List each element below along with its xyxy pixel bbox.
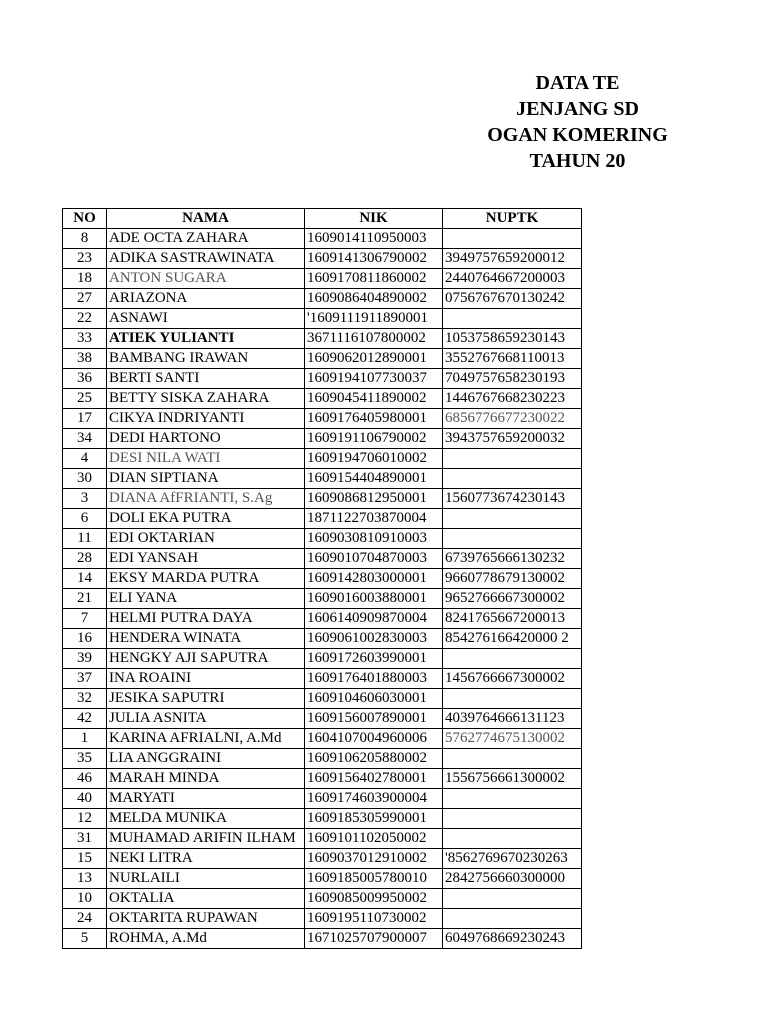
- cell-nik: 1609185005780010: [305, 869, 443, 889]
- cell-nik: 1609045411890002: [305, 389, 443, 409]
- cell-no: 42: [63, 709, 107, 729]
- cell-no: 17: [63, 409, 107, 429]
- cell-nama: BERTI SANTI: [107, 369, 305, 389]
- cell-nik: 1609142803000001: [305, 569, 443, 589]
- table-row: [63, 769, 582, 789]
- document-title: [380, 70, 775, 174]
- cell-no: 16: [63, 629, 107, 649]
- title-line-1: DATA TE: [535, 72, 620, 94]
- cell-no: 31: [63, 829, 107, 849]
- table-row: [63, 469, 582, 489]
- cell-no: 5: [63, 929, 107, 949]
- table-row: [63, 269, 582, 289]
- table-row: [63, 929, 582, 949]
- cell-nuptk: 9652766667300002: [443, 589, 582, 609]
- table-row: [63, 549, 582, 569]
- cell-no: 30: [63, 469, 107, 489]
- cell-nik: 1609172603990001: [305, 649, 443, 669]
- cell-no: 34: [63, 429, 107, 449]
- cell-nama: MUHAMAD ARIFIN ILHAM: [107, 829, 305, 849]
- cell-nama: ELI YANA: [107, 589, 305, 609]
- cell-nuptk: 1446767668230223: [443, 389, 582, 409]
- table-row: [63, 289, 582, 309]
- cell-nama: HELMI PUTRA DAYA: [107, 609, 305, 629]
- cell-nik: 1609176405980001: [305, 409, 443, 429]
- table-row: [63, 409, 582, 429]
- cell-no: 4: [63, 449, 107, 469]
- table-row: [63, 449, 582, 469]
- table-row: [63, 869, 582, 889]
- cell-no: 8: [63, 229, 107, 249]
- cell-no: 24: [63, 909, 107, 929]
- cell-no: 36: [63, 369, 107, 389]
- cell-nama: KARINA AFRIALNI, A.Md: [107, 729, 305, 749]
- cell-nama: DIANA AfFRIANTI, S.Ag: [107, 489, 305, 509]
- cell-no: 33: [63, 329, 107, 349]
- cell-no: 12: [63, 809, 107, 829]
- table-row: [63, 689, 582, 709]
- cell-nuptk: 2842756660300000: [443, 869, 582, 889]
- cell-nik: 1609085009950002: [305, 889, 443, 909]
- cell-nik: 1609010704870003: [305, 549, 443, 569]
- header-nuptk: NUPTK: [443, 209, 582, 229]
- table-body: [63, 229, 582, 949]
- table-row: [63, 249, 582, 269]
- table-row: [63, 329, 582, 349]
- table-row: [63, 389, 582, 409]
- cell-nik: 1609062012890001: [305, 349, 443, 369]
- cell-nuptk: [443, 469, 582, 489]
- cell-nama: BAMBANG IRAWAN: [107, 349, 305, 369]
- cell-nik: 1609104606030001: [305, 689, 443, 709]
- title-line-2: JENJANG SD: [516, 98, 639, 120]
- table-row: [63, 309, 582, 329]
- cell-nik: 1609156402780001: [305, 769, 443, 789]
- cell-nama: MELDA MUNIKA: [107, 809, 305, 829]
- cell-nuptk: '8562769670230263: [443, 849, 582, 869]
- table-row: [63, 789, 582, 809]
- cell-nik: 1871122703870004: [305, 509, 443, 529]
- cell-nik: 1609101102050002: [305, 829, 443, 849]
- cell-nik: 1671025707900007: [305, 929, 443, 949]
- cell-nik: 1609194706010002: [305, 449, 443, 469]
- cell-nik: 1609141306790002: [305, 249, 443, 269]
- cell-nik: 1609194107730037: [305, 369, 443, 389]
- cell-nuptk: 9660778679130002: [443, 569, 582, 589]
- cell-no: 6: [63, 509, 107, 529]
- cell-nuptk: 1456766667300002: [443, 669, 582, 689]
- cell-no: 46: [63, 769, 107, 789]
- cell-nama: DIAN SIPTIANA: [107, 469, 305, 489]
- cell-nuptk: 6856776677230022: [443, 409, 582, 429]
- title-line-4: TAHUN 20: [529, 150, 626, 172]
- cell-nik: 1609086812950001: [305, 489, 443, 509]
- table-row: [63, 889, 582, 909]
- table-row: [63, 569, 582, 589]
- cell-no: 14: [63, 569, 107, 589]
- cell-nuptk: 0756767670130242: [443, 289, 582, 309]
- cell-nuptk: 4039764666131123: [443, 709, 582, 729]
- cell-nik: '1609111911890001: [305, 309, 443, 329]
- cell-nama: ASNAWI: [107, 309, 305, 329]
- cell-no: 38: [63, 349, 107, 369]
- cell-nama: OKTARITA RUPAWAN: [107, 909, 305, 929]
- table-row: [63, 909, 582, 929]
- cell-no: 23: [63, 249, 107, 269]
- cell-nik: 1609106205880002: [305, 749, 443, 769]
- title-line-3: OGAN KOMERING: [487, 124, 668, 146]
- table-row: [63, 229, 582, 249]
- cell-nama: ATIEK YULIANTI: [107, 329, 305, 349]
- table-row: [63, 849, 582, 869]
- header-nik: NIK: [305, 209, 443, 229]
- table-row: [63, 809, 582, 829]
- cell-nuptk: [443, 229, 582, 249]
- table-row: [63, 629, 582, 649]
- table-row: [63, 589, 582, 609]
- table-row: [63, 649, 582, 669]
- cell-nama: ADIKA SASTRAWINATA: [107, 249, 305, 269]
- cell-nuptk: 3943757659200032: [443, 429, 582, 449]
- cell-nama: HENDERA WINATA: [107, 629, 305, 649]
- cell-nik: 1609154404890001: [305, 469, 443, 489]
- cell-nuptk: 6739765666130232: [443, 549, 582, 569]
- cell-no: 28: [63, 549, 107, 569]
- cell-nuptk: 8241765667200013: [443, 609, 582, 629]
- cell-nik: 1609030810910003: [305, 529, 443, 549]
- cell-no: 40: [63, 789, 107, 809]
- table-row: [63, 429, 582, 449]
- cell-nuptk: 854276166420000 2: [443, 629, 582, 649]
- cell-nuptk: [443, 529, 582, 549]
- cell-no: 11: [63, 529, 107, 549]
- table-row: [63, 749, 582, 769]
- table-row: [63, 509, 582, 529]
- cell-no: 22: [63, 309, 107, 329]
- cell-nama: ANTON SUGARA: [107, 269, 305, 289]
- cell-no: 32: [63, 689, 107, 709]
- cell-nik: 1609195110730002: [305, 909, 443, 929]
- cell-no: 10: [63, 889, 107, 909]
- cell-nik: 1609156007890001: [305, 709, 443, 729]
- table-row: [63, 829, 582, 849]
- cell-nuptk: 5762774675130002: [443, 729, 582, 749]
- cell-nuptk: 2440764667200003: [443, 269, 582, 289]
- cell-nuptk: [443, 789, 582, 809]
- cell-no: 21: [63, 589, 107, 609]
- cell-no: 27: [63, 289, 107, 309]
- cell-no: 3: [63, 489, 107, 509]
- cell-nik: 1606140909870004: [305, 609, 443, 629]
- cell-nik: 1609086404890002: [305, 289, 443, 309]
- table-row: [63, 669, 582, 689]
- table-row: [63, 729, 582, 749]
- cell-no: 37: [63, 669, 107, 689]
- cell-nama: DESI NILA WATI: [107, 449, 305, 469]
- table-row: [63, 609, 582, 629]
- cell-no: 7: [63, 609, 107, 629]
- cell-nik: 1609170811860002: [305, 269, 443, 289]
- cell-nuptk: [443, 449, 582, 469]
- cell-nuptk: [443, 749, 582, 769]
- cell-nama: EDI YANSAH: [107, 549, 305, 569]
- cell-nik: 1609191106790002: [305, 429, 443, 449]
- cell-nuptk: 6049768669230243: [443, 929, 582, 949]
- cell-nuptk: 1560773674230143: [443, 489, 582, 509]
- cell-nuptk: [443, 649, 582, 669]
- table-row: [63, 349, 582, 369]
- cell-nuptk: [443, 509, 582, 529]
- cell-nik: 1604107004960006: [305, 729, 443, 749]
- cell-nik: 1609176401880003: [305, 669, 443, 689]
- table-row: [63, 369, 582, 389]
- cell-nama: DEDI HARTONO: [107, 429, 305, 449]
- cell-nama: ROHMA, A.Md: [107, 929, 305, 949]
- cell-nama: INA ROAINI: [107, 669, 305, 689]
- cell-nama: DOLI EKA PUTRA: [107, 509, 305, 529]
- cell-nuptk: [443, 309, 582, 329]
- table-row: [63, 489, 582, 509]
- cell-nama: EKSY MARDA PUTRA: [107, 569, 305, 589]
- cell-no: 18: [63, 269, 107, 289]
- cell-nama: MARYATI: [107, 789, 305, 809]
- cell-nuptk: 3552767668110013: [443, 349, 582, 369]
- cell-nama: MARAH MINDA: [107, 769, 305, 789]
- table-row: [63, 529, 582, 549]
- cell-nuptk: [443, 689, 582, 709]
- cell-no: 1: [63, 729, 107, 749]
- cell-nuptk: 7049757658230193: [443, 369, 582, 389]
- cell-nik: 1609174603900004: [305, 789, 443, 809]
- cell-nuptk: 3949757659200012: [443, 249, 582, 269]
- cell-nama: HENGKY AJI SAPUTRA: [107, 649, 305, 669]
- cell-nik: 1609185305990001: [305, 809, 443, 829]
- cell-nama: OKTALIA: [107, 889, 305, 909]
- cell-nama: BETTY SISKA ZAHARA: [107, 389, 305, 409]
- cell-nuptk: 1556756661300002: [443, 769, 582, 789]
- cell-nik: 3671116107800002: [305, 329, 443, 349]
- header-nama: NAMA: [107, 209, 305, 229]
- cell-nama: CIKYA INDRIYANTI: [107, 409, 305, 429]
- cell-nik: 1609014110950003: [305, 229, 443, 249]
- cell-nuptk: [443, 909, 582, 929]
- cell-nama: EDI OKTARIAN: [107, 529, 305, 549]
- header-no: NO: [63, 209, 107, 229]
- cell-nuptk: [443, 829, 582, 849]
- cell-nuptk: [443, 809, 582, 829]
- cell-no: 25: [63, 389, 107, 409]
- cell-nama: NURLAILI: [107, 869, 305, 889]
- cell-no: 15: [63, 849, 107, 869]
- cell-nama: ADE OCTA ZAHARA: [107, 229, 305, 249]
- table-row: [63, 709, 582, 729]
- teacher-data-table: [62, 208, 582, 949]
- table-header-row: [63, 209, 582, 229]
- cell-nama: JULIA ASNITA: [107, 709, 305, 729]
- cell-nuptk: [443, 889, 582, 909]
- cell-nama: ARIAZONA: [107, 289, 305, 309]
- cell-nik: 1609016003880001: [305, 589, 443, 609]
- cell-no: 39: [63, 649, 107, 669]
- cell-nama: LIA ANGGRAINI: [107, 749, 305, 769]
- cell-nama: NEKI LITRA: [107, 849, 305, 869]
- cell-no: 35: [63, 749, 107, 769]
- cell-nik: 1609061002830003: [305, 629, 443, 649]
- cell-nik: 1609037012910002: [305, 849, 443, 869]
- cell-no: 13: [63, 869, 107, 889]
- cell-nuptk: 1053758659230143: [443, 329, 582, 349]
- cell-nama: JESIKA SAPUTRI: [107, 689, 305, 709]
